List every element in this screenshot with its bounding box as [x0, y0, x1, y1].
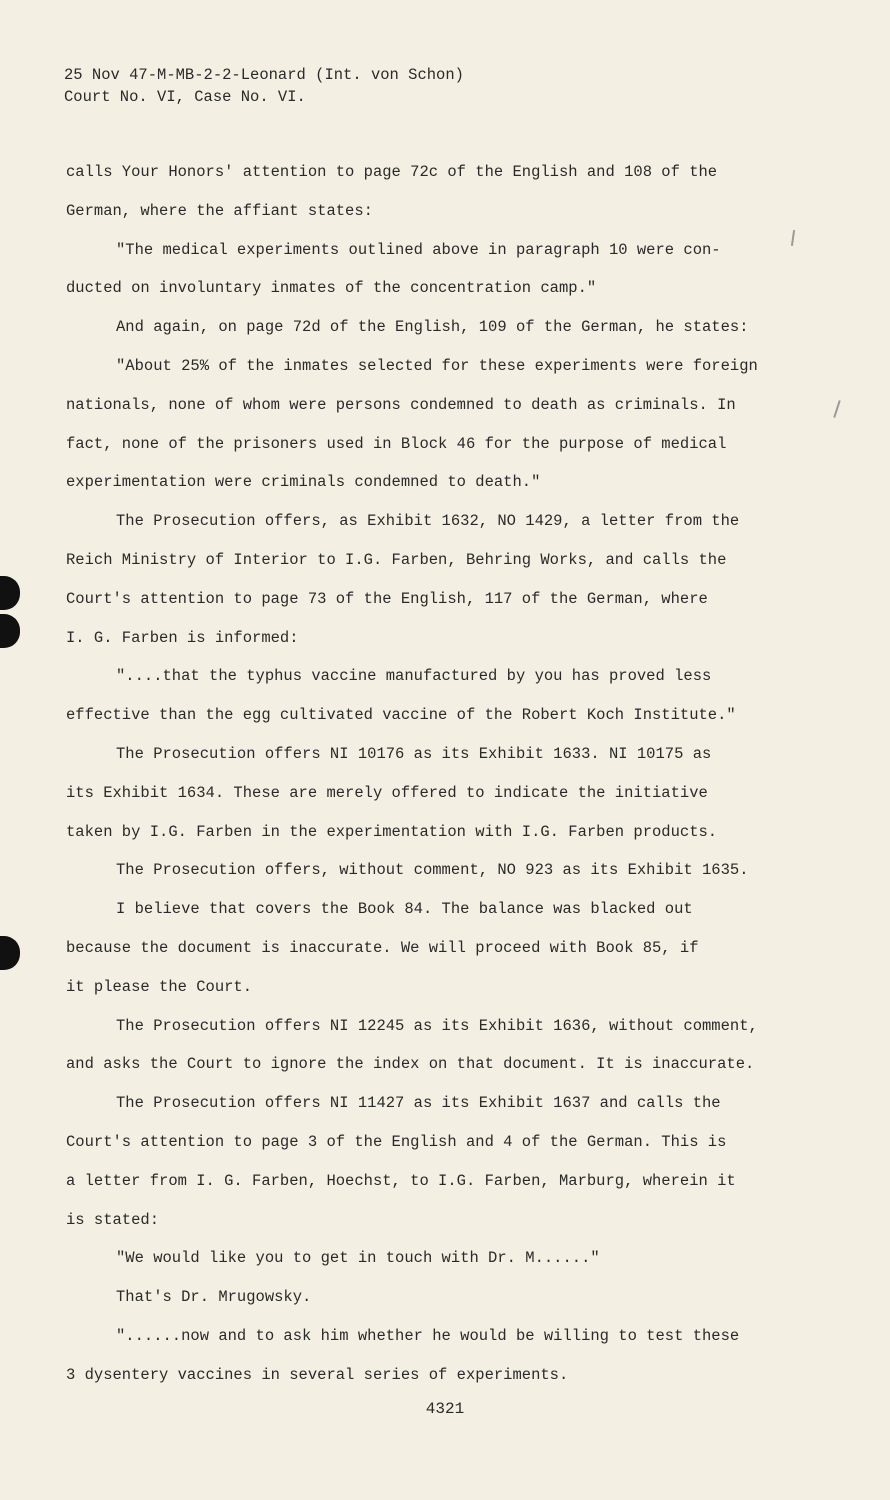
text-line: fact, none of the prisoners used in Block 46 for the purpose of medical: [66, 434, 727, 453]
text-line: I believe that covers the Book 84. The balance was blacked out: [116, 900, 693, 919]
text-line: The Prosecution offers NI 11427 as its Exhibit 1637 and calls the: [116, 1094, 721, 1113]
text-line: "....that the typhus vaccine manufactured by you has proved less: [116, 667, 712, 686]
punch-hole: [0, 936, 20, 970]
page-number: 4321: [425, 1400, 465, 1418]
text-line: That's Dr. Mrugowsky.: [116, 1288, 312, 1307]
text-line: The Prosecution offers NI 12245 as its Exhibit 1636, without comment,: [116, 1016, 758, 1035]
text-line: "......now and to ask him whether he would be willing to test these: [116, 1326, 740, 1345]
punch-hole: [0, 576, 20, 610]
text-line: "The medical experiments outlined above in paragraph 10 were con-: [116, 240, 721, 259]
text-line: calls Your Honors' attention to page 72c of the English and 108 of the: [66, 163, 718, 181]
text-line: Court's attention to page 3 of the English and 4 of the German. This is: [66, 1132, 727, 1151]
header-line-1: 25 Nov 47-M-MB-2-2-Leonard (Int. von Schon): [64, 66, 464, 84]
text-line: The Prosecution offers, without comment, NO 923 as its Exhibit 1635.: [116, 861, 749, 880]
document-body: [66, 158, 806, 1400]
text-line: is stated:: [66, 1210, 160, 1229]
text-line: Reich Ministry of Interior to I.G. Farben, Behring Works, and calls the: [66, 550, 727, 569]
header-line-2: Court No. VI, Case No. VI.: [64, 88, 306, 106]
document-header: [64, 64, 464, 108]
text-line: ducted on involuntary inmates of the concentration camp.": [66, 279, 597, 298]
text-line: nationals, none of whom were persons condemned to death as criminals. In: [66, 395, 736, 414]
text-line: 3 dysentery vaccines in several series of experiments.: [66, 1365, 569, 1384]
text-line: effective than the egg cultivated vaccine of the Robert Koch Institute.": [66, 706, 736, 725]
punch-hole: [0, 614, 20, 648]
text-line: taken by I.G. Farben in the experimentation with I.G. Farben products.: [66, 822, 718, 841]
text-line: Court's attention to page 73 of the English, 117 of the German, where: [66, 589, 708, 608]
text-line: "About 25% of the inmates selected for these experiments were foreign: [116, 356, 758, 375]
text-line: and asks the Court to ignore the index on that document. It is inaccurate.: [66, 1055, 755, 1074]
text-line: a letter from I. G. Farben, Hoechst, to I.G. Farben, Marburg, wherein it: [66, 1171, 736, 1190]
text-line: experimentation were criminals condemned to death.": [66, 473, 541, 492]
text-line: The Prosecution offers NI 10176 as its Exhibit 1633. NI 10175 as: [116, 744, 712, 763]
text-line: because the document is inaccurate. We will proceed with Book 85, if: [66, 938, 699, 957]
paper-mark: [833, 400, 840, 418]
text-line: it please the Court.: [66, 977, 253, 996]
text-line: its Exhibit 1634. These are merely offered to indicate the initiative: [66, 783, 708, 802]
text-line: German, where the affiant states:: [66, 201, 373, 220]
text-line: And again, on page 72d of the English, 109 of the German, he states:: [116, 318, 749, 337]
text-line: "We would like you to get in touch with Dr. M......": [116, 1249, 600, 1268]
text-line: The Prosecution offers, as Exhibit 1632, NO 1429, a letter from the: [116, 512, 740, 531]
text-line: I. G. Farben is informed:: [66, 628, 299, 647]
